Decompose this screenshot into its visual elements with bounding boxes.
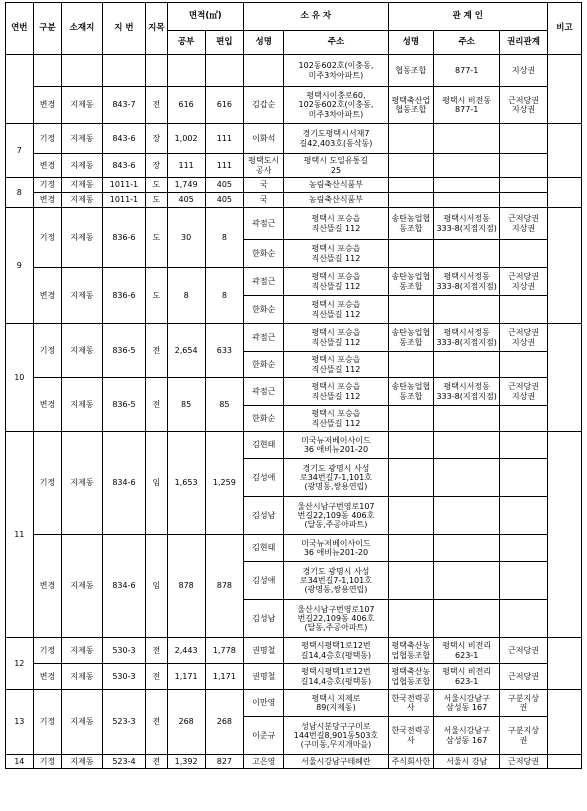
owner-name-cell: 국 — [244, 178, 284, 193]
lot-cell — [102, 55, 146, 87]
lot-cell: 1011-1 — [102, 178, 146, 193]
header-party: 관 계 인 — [388, 3, 547, 31]
location-cell: 지제동 — [62, 690, 102, 755]
owner-name-cell: 김현태 — [244, 535, 284, 562]
header-landtype: 지목 — [146, 3, 167, 55]
owner-addr-cell: 평택시 포승읍 직산뜰길 112 — [284, 378, 388, 406]
category-cell: 기정 — [33, 324, 62, 378]
category-cell: 기정 — [33, 178, 62, 193]
category-cell: 기정 — [33, 124, 62, 154]
area-public-cell: 2,654 — [167, 324, 205, 378]
party-addr-cell: 평택시서정동 333-8(지점지점) — [434, 324, 500, 352]
party-name-cell: 평택축산업 협동조합 — [388, 87, 434, 124]
area-public-cell: 1,749 — [167, 178, 205, 193]
owner-name-cell: 고은영 — [244, 755, 284, 769]
party-addr-cell: 평택시서정동 333-8(지점지점) — [434, 378, 500, 406]
seq-cell: 8 — [6, 178, 34, 208]
party-name-cell: 협동조합 — [388, 55, 434, 87]
owner-name-cell: 김성애 — [244, 459, 284, 497]
party-addr-cell — [434, 406, 500, 432]
owner-addr-cell: 미국뉴저베이사이드 36 애비뉴201-20 — [284, 432, 388, 459]
party-addr-cell: 877-1 — [434, 55, 500, 87]
landtype-cell: 전 — [146, 690, 167, 755]
party-addr-cell — [434, 352, 500, 378]
table-row — [6, 755, 582, 769]
party-right-cell — [500, 124, 548, 154]
party-addr-cell — [434, 124, 500, 154]
category-cell: 기정 — [33, 755, 62, 769]
header-owner-addr: 주소 — [284, 31, 388, 55]
header-owner: 소 유 자 — [244, 3, 389, 31]
party-addr-cell — [434, 562, 500, 600]
table-row — [6, 432, 582, 459]
lot-cell: 843-6 — [102, 124, 146, 154]
owner-addr-cell: 평택시 도일유통길 25 — [284, 154, 388, 178]
party-right-cell: 근저당권 — [500, 755, 548, 769]
party-addr-cell: 서울시강남구 삼성동 167 — [434, 690, 500, 717]
category-cell: 변경 — [33, 268, 62, 324]
area-public-cell: 2,443 — [167, 638, 205, 664]
header-area-public: 공부 — [167, 31, 205, 55]
party-name-cell — [388, 296, 434, 324]
owner-name-cell: 김갑순 — [244, 87, 284, 124]
owner-name-cell: 한화순 — [244, 406, 284, 432]
party-addr-cell — [434, 600, 500, 638]
party-right-cell — [500, 178, 548, 193]
table-row — [6, 154, 582, 178]
note-cell — [547, 124, 581, 178]
party-name-cell — [388, 352, 434, 378]
party-right-cell — [500, 432, 548, 459]
location-cell: 지제동 — [62, 154, 102, 178]
owner-addr-cell: 경기도평택시서재7 길42,403호(동삭동) — [284, 124, 388, 154]
category-cell: 기정 — [33, 690, 62, 755]
party-addr-cell — [434, 459, 500, 497]
seq-cell: 13 — [6, 690, 34, 755]
owner-name-cell: 곽점근 — [244, 208, 284, 240]
header-party-right: 권리관계 — [500, 31, 548, 55]
owner-name-cell: 권명철 — [244, 664, 284, 690]
area-incorp-cell: 633 — [205, 324, 243, 378]
lot-cell: 530-3 — [102, 664, 146, 690]
header-category: 구분 — [33, 3, 62, 55]
table-row — [6, 124, 582, 154]
party-right-cell: 구분지상 권 — [500, 690, 548, 717]
lot-cell: 523-3 — [102, 690, 146, 755]
table-row — [6, 535, 582, 562]
lot-cell: 834-6 — [102, 535, 146, 638]
landtype-cell — [146, 55, 167, 87]
category-cell: 변경 — [33, 87, 62, 124]
landtype-cell: 장 — [146, 124, 167, 154]
area-public-cell: 1,653 — [167, 432, 205, 535]
area-incorp-cell: 1,778 — [205, 638, 243, 664]
party-name-cell: 평택축산농 업협동조합 — [388, 638, 434, 664]
party-name-cell — [388, 497, 434, 535]
area-public-cell: 268 — [167, 690, 205, 755]
table-row — [6, 208, 582, 240]
header-party-addr: 주소 — [434, 31, 500, 55]
party-addr-cell — [434, 240, 500, 268]
party-right-cell: 근저당권 — [500, 638, 548, 664]
party-right-cell — [500, 535, 548, 562]
lot-cell: 843-7 — [102, 87, 146, 124]
area-incorp-cell: 405 — [205, 193, 243, 208]
note-cell — [547, 208, 581, 324]
category-cell: 기정 — [33, 432, 62, 535]
lot-cell: 836-6 — [102, 208, 146, 268]
area-public-cell: 1,392 — [167, 755, 205, 769]
party-addr-cell: 평택시 비전리 623-1 — [434, 664, 500, 690]
party-right-cell — [500, 497, 548, 535]
note-cell — [547, 178, 581, 208]
area-incorp-cell — [205, 55, 243, 87]
area-incorp-cell: 8 — [205, 268, 243, 324]
area-incorp-cell: 1,171 — [205, 664, 243, 690]
party-right-cell — [500, 193, 548, 208]
location-cell: 지제동 — [62, 268, 102, 324]
party-right-cell: 근저당권 지상권 — [500, 87, 548, 124]
owner-addr-cell: 농림축산식품부 — [284, 193, 388, 208]
owner-name-cell: 김현태 — [244, 432, 284, 459]
party-right-cell: 근저당권 지상권 — [500, 378, 548, 406]
party-name-cell — [388, 193, 434, 208]
area-incorp-cell: 405 — [205, 178, 243, 193]
owner-addr-cell: 성남시분당구구미로 144번길8,901동503호 (구미동,무지개마을) — [284, 717, 388, 755]
landtype-cell: 전 — [146, 324, 167, 378]
party-right-cell — [500, 154, 548, 178]
owner-addr-cell: 경기도 광명시 사성 로34번길7-1,101호 (광명동,쌍용연립) — [284, 562, 388, 600]
owner-name-cell: 국 — [244, 193, 284, 208]
party-name-cell — [388, 459, 434, 497]
party-name-cell — [388, 432, 434, 459]
table-row — [6, 178, 582, 193]
note-cell — [547, 638, 581, 690]
owner-addr-cell: 102동602호(이충동, 미주3차아파트) — [284, 55, 388, 87]
category-cell: 기정 — [33, 208, 62, 268]
owner-addr-cell: 평택시이충로60, 102동602호(이충동, 미주3차아파트) — [284, 87, 388, 124]
area-public-cell: 405 — [167, 193, 205, 208]
lot-cell: 1011-1 — [102, 193, 146, 208]
landtype-cell: 전 — [146, 378, 167, 432]
location-cell: 지제동 — [62, 755, 102, 769]
party-right-cell: 근저당권 지상권 — [500, 208, 548, 240]
header-area: 면적(㎡) — [167, 3, 244, 31]
party-name-cell — [388, 154, 434, 178]
table-row — [6, 55, 582, 87]
category-cell — [33, 55, 62, 87]
party-name-cell: 송탄농업협 동조합 — [388, 324, 434, 352]
area-public-cell: 878 — [167, 535, 205, 638]
owner-name-cell: 곽점근 — [244, 324, 284, 352]
party-addr-cell — [434, 497, 500, 535]
owner-addr-cell: 평택시 포승읍 직산뜰길 112 — [284, 296, 388, 324]
owner-name-cell: 김성남 — [244, 497, 284, 535]
category-cell: 기정 — [33, 638, 62, 664]
header-party-name: 성명 — [388, 31, 434, 55]
owner-name-cell: 이화석 — [244, 124, 284, 154]
lot-cell: 523-4 — [102, 755, 146, 769]
landtype-cell: 도 — [146, 268, 167, 324]
owner-addr-cell: 평택시평택1로12번 길14,4층호(평택동) — [284, 638, 388, 664]
category-cell: 변경 — [33, 664, 62, 690]
seq-cell: 7 — [6, 124, 34, 178]
note-cell — [547, 755, 581, 769]
owner-name-cell: 한화순 — [244, 240, 284, 268]
party-addr-cell — [434, 154, 500, 178]
location-cell: 지제동 — [62, 87, 102, 124]
landtype-cell: 도 — [146, 208, 167, 268]
party-name-cell — [388, 600, 434, 638]
owner-name-cell: 김성남 — [244, 600, 284, 638]
party-name-cell — [388, 562, 434, 600]
location-cell: 지제동 — [62, 638, 102, 664]
party-right-cell — [500, 240, 548, 268]
owner-name-cell: 한화순 — [244, 352, 284, 378]
party-right-cell: 근저당권 지상권 — [500, 268, 548, 296]
party-right-cell: 근저당권 — [500, 664, 548, 690]
party-name-cell: 송탄농업협 동조합 — [388, 208, 434, 240]
area-public-cell: 616 — [167, 87, 205, 124]
party-right-cell — [500, 459, 548, 497]
seq-cell: 12 — [6, 638, 34, 690]
party-addr-cell: 평택시서정동 333-8(지점지점) — [434, 268, 500, 296]
owner-name-cell: 이만영 — [244, 690, 284, 717]
seq-cell: 14 — [6, 755, 34, 769]
area-public-cell — [167, 55, 205, 87]
owner-addr-cell: 울산시남구번영로107 번길22,109동 406호 (달동,주공아파트) — [284, 497, 388, 535]
area-incorp-cell: 111 — [205, 154, 243, 178]
header-lot: 지 번 — [102, 3, 146, 55]
lot-cell: 530-3 — [102, 638, 146, 664]
owner-addr-cell: 평택시 포승읍 직산뜰길 112 — [284, 240, 388, 268]
landtype-cell: 도 — [146, 193, 167, 208]
location-cell: 지제동 — [62, 535, 102, 638]
owner-addr-cell: 서울시강남구테헤란 — [284, 755, 388, 769]
party-name-cell — [388, 240, 434, 268]
party-right-cell: 근저당권 지상권 — [500, 324, 548, 352]
owner-name-cell: 곽점근 — [244, 268, 284, 296]
party-addr-cell — [434, 178, 500, 193]
category-cell: 변경 — [33, 535, 62, 638]
table-row — [6, 664, 582, 690]
header-seq: 연번 — [6, 3, 34, 55]
area-incorp-cell: 268 — [205, 690, 243, 755]
party-name-cell: 한국전력공 사 — [388, 690, 434, 717]
owner-addr-cell: 평택시평택1로12번 길14,4층호(평택동) — [284, 664, 388, 690]
owner-addr-cell: 미국뉴저베이사이드 36 애비뉴201-20 — [284, 535, 388, 562]
area-incorp-cell: 85 — [205, 378, 243, 432]
party-right-cell — [500, 406, 548, 432]
location-cell: 지제동 — [62, 178, 102, 193]
party-addr-cell — [434, 193, 500, 208]
party-name-cell — [388, 178, 434, 193]
owner-name-cell — [244, 55, 284, 87]
party-name-cell — [388, 535, 434, 562]
party-right-cell — [500, 352, 548, 378]
party-name-cell: 한국전력공 사 — [388, 717, 434, 755]
seq-cell: 11 — [6, 432, 34, 638]
owner-name-cell: 권명철 — [244, 638, 284, 664]
owner-name-cell: 김성애 — [244, 562, 284, 600]
landtype-cell: 전 — [146, 664, 167, 690]
table-row — [6, 690, 582, 717]
seq-cell: 10 — [6, 324, 34, 432]
owner-addr-cell: 평택시 포승읍 직산뜰길 112 — [284, 352, 388, 378]
location-cell: 지제동 — [62, 208, 102, 268]
party-addr-cell: 서울시 강남 — [434, 755, 500, 769]
seq-cell — [6, 55, 34, 124]
landtype-cell: 전 — [146, 87, 167, 124]
area-public-cell: 30 — [167, 208, 205, 268]
party-addr-cell — [434, 296, 500, 324]
landtype-cell: 장 — [146, 154, 167, 178]
owner-addr-cell: 경기도 광명시 사성 로34번길7-1,101호 (광명동,쌍용연립) — [284, 459, 388, 497]
party-name-cell: 송탄농업협 동조합 — [388, 378, 434, 406]
lot-cell: 843-6 — [102, 154, 146, 178]
table-row — [6, 638, 582, 664]
table-row — [6, 268, 582, 296]
party-addr-cell — [434, 535, 500, 562]
owner-addr-cell: 평택시 포승읍 직산뜰길 112 — [284, 208, 388, 240]
table-row — [6, 378, 582, 406]
table-row — [6, 193, 582, 208]
owner-addr-cell: 평택시 포승읍 직산뜰길 112 — [284, 324, 388, 352]
area-incorp-cell: 8 — [205, 208, 243, 268]
location-cell — [62, 55, 102, 87]
location-cell: 지제동 — [62, 664, 102, 690]
landtype-cell: 전 — [146, 638, 167, 664]
owner-addr-cell: 평택시 포승읍 직산뜰길 112 — [284, 406, 388, 432]
owner-addr-cell: 평택시 포승읍 직산뜰길 112 — [284, 268, 388, 296]
area-incorp-cell: 111 — [205, 124, 243, 154]
area-public-cell: 1,002 — [167, 124, 205, 154]
header-location: 소재지 — [62, 3, 102, 55]
lot-cell: 836-5 — [102, 378, 146, 432]
party-right-cell: 지상권 — [500, 55, 548, 87]
area-public-cell: 8 — [167, 268, 205, 324]
party-addr-cell: 평택시 비전리 623-1 — [434, 638, 500, 664]
party-right-cell — [500, 600, 548, 638]
party-right-cell — [500, 562, 548, 600]
category-cell: 변경 — [33, 378, 62, 432]
party-addr-cell: 평택시서정동 333-8(지점지점) — [434, 208, 500, 240]
area-public-cell: 85 — [167, 378, 205, 432]
owner-addr-cell: 농림축산식품부 — [284, 178, 388, 193]
owner-name-cell: 한화순 — [244, 296, 284, 324]
party-right-cell — [500, 296, 548, 324]
note-cell — [547, 432, 581, 638]
location-cell: 지제동 — [62, 432, 102, 535]
area-incorp-cell: 1,259 — [205, 432, 243, 535]
location-cell: 지제동 — [62, 324, 102, 378]
party-name-cell: 송탄농업협 동조합 — [388, 268, 434, 296]
area-public-cell: 1,171 — [167, 664, 205, 690]
party-name-cell: 평택축산농 업협동조합 — [388, 664, 434, 690]
landtype-cell: 임 — [146, 432, 167, 535]
seq-cell: 9 — [6, 208, 34, 324]
landtype-cell: 임 — [146, 535, 167, 638]
party-name-cell — [388, 124, 434, 154]
location-cell: 지제동 — [62, 124, 102, 154]
owner-addr-cell: 평택시 지제로 89(지제동) — [284, 690, 388, 717]
area-incorp-cell: 827 — [205, 755, 243, 769]
landtype-cell: 도 — [146, 178, 167, 193]
table-row — [6, 324, 582, 352]
category-cell: 변경 — [33, 154, 62, 178]
party-name-cell: 주식회사한 — [388, 755, 434, 769]
owner-name-cell: 이준규 — [244, 717, 284, 755]
owner-name-cell: 곽점근 — [244, 378, 284, 406]
note-cell — [547, 55, 581, 124]
header-owner-name: 성명 — [244, 31, 284, 55]
lot-cell: 836-5 — [102, 324, 146, 378]
header-note: 비고 — [547, 3, 581, 55]
area-incorp-cell: 878 — [205, 535, 243, 638]
landtype-cell: 전 — [146, 755, 167, 769]
location-cell: 지제동 — [62, 193, 102, 208]
area-public-cell: 111 — [167, 154, 205, 178]
note-cell — [547, 324, 581, 432]
owner-addr-cell: 울산시남구번영로107 번길22,109동 406호 (달동,주공아파트) — [284, 600, 388, 638]
area-incorp-cell: 616 — [205, 87, 243, 124]
party-addr-cell: 서울시강남구 삼성동 167 — [434, 717, 500, 755]
lot-cell: 836-6 — [102, 268, 146, 324]
party-right-cell: 구분지상 권 — [500, 717, 548, 755]
lot-cell: 834-6 — [102, 432, 146, 535]
party-addr-cell — [434, 432, 500, 459]
header-area-incorp: 편입 — [205, 31, 243, 55]
party-name-cell — [388, 406, 434, 432]
category-cell: 변경 — [33, 193, 62, 208]
location-cell: 지제동 — [62, 378, 102, 432]
owner-name-cell: 평택도시 공사 — [244, 154, 284, 178]
party-addr-cell: 평택시 비전동 877-1 — [434, 87, 500, 124]
table-row — [6, 87, 582, 124]
land-compensation-table — [5, 2, 582, 769]
note-cell — [547, 690, 581, 755]
